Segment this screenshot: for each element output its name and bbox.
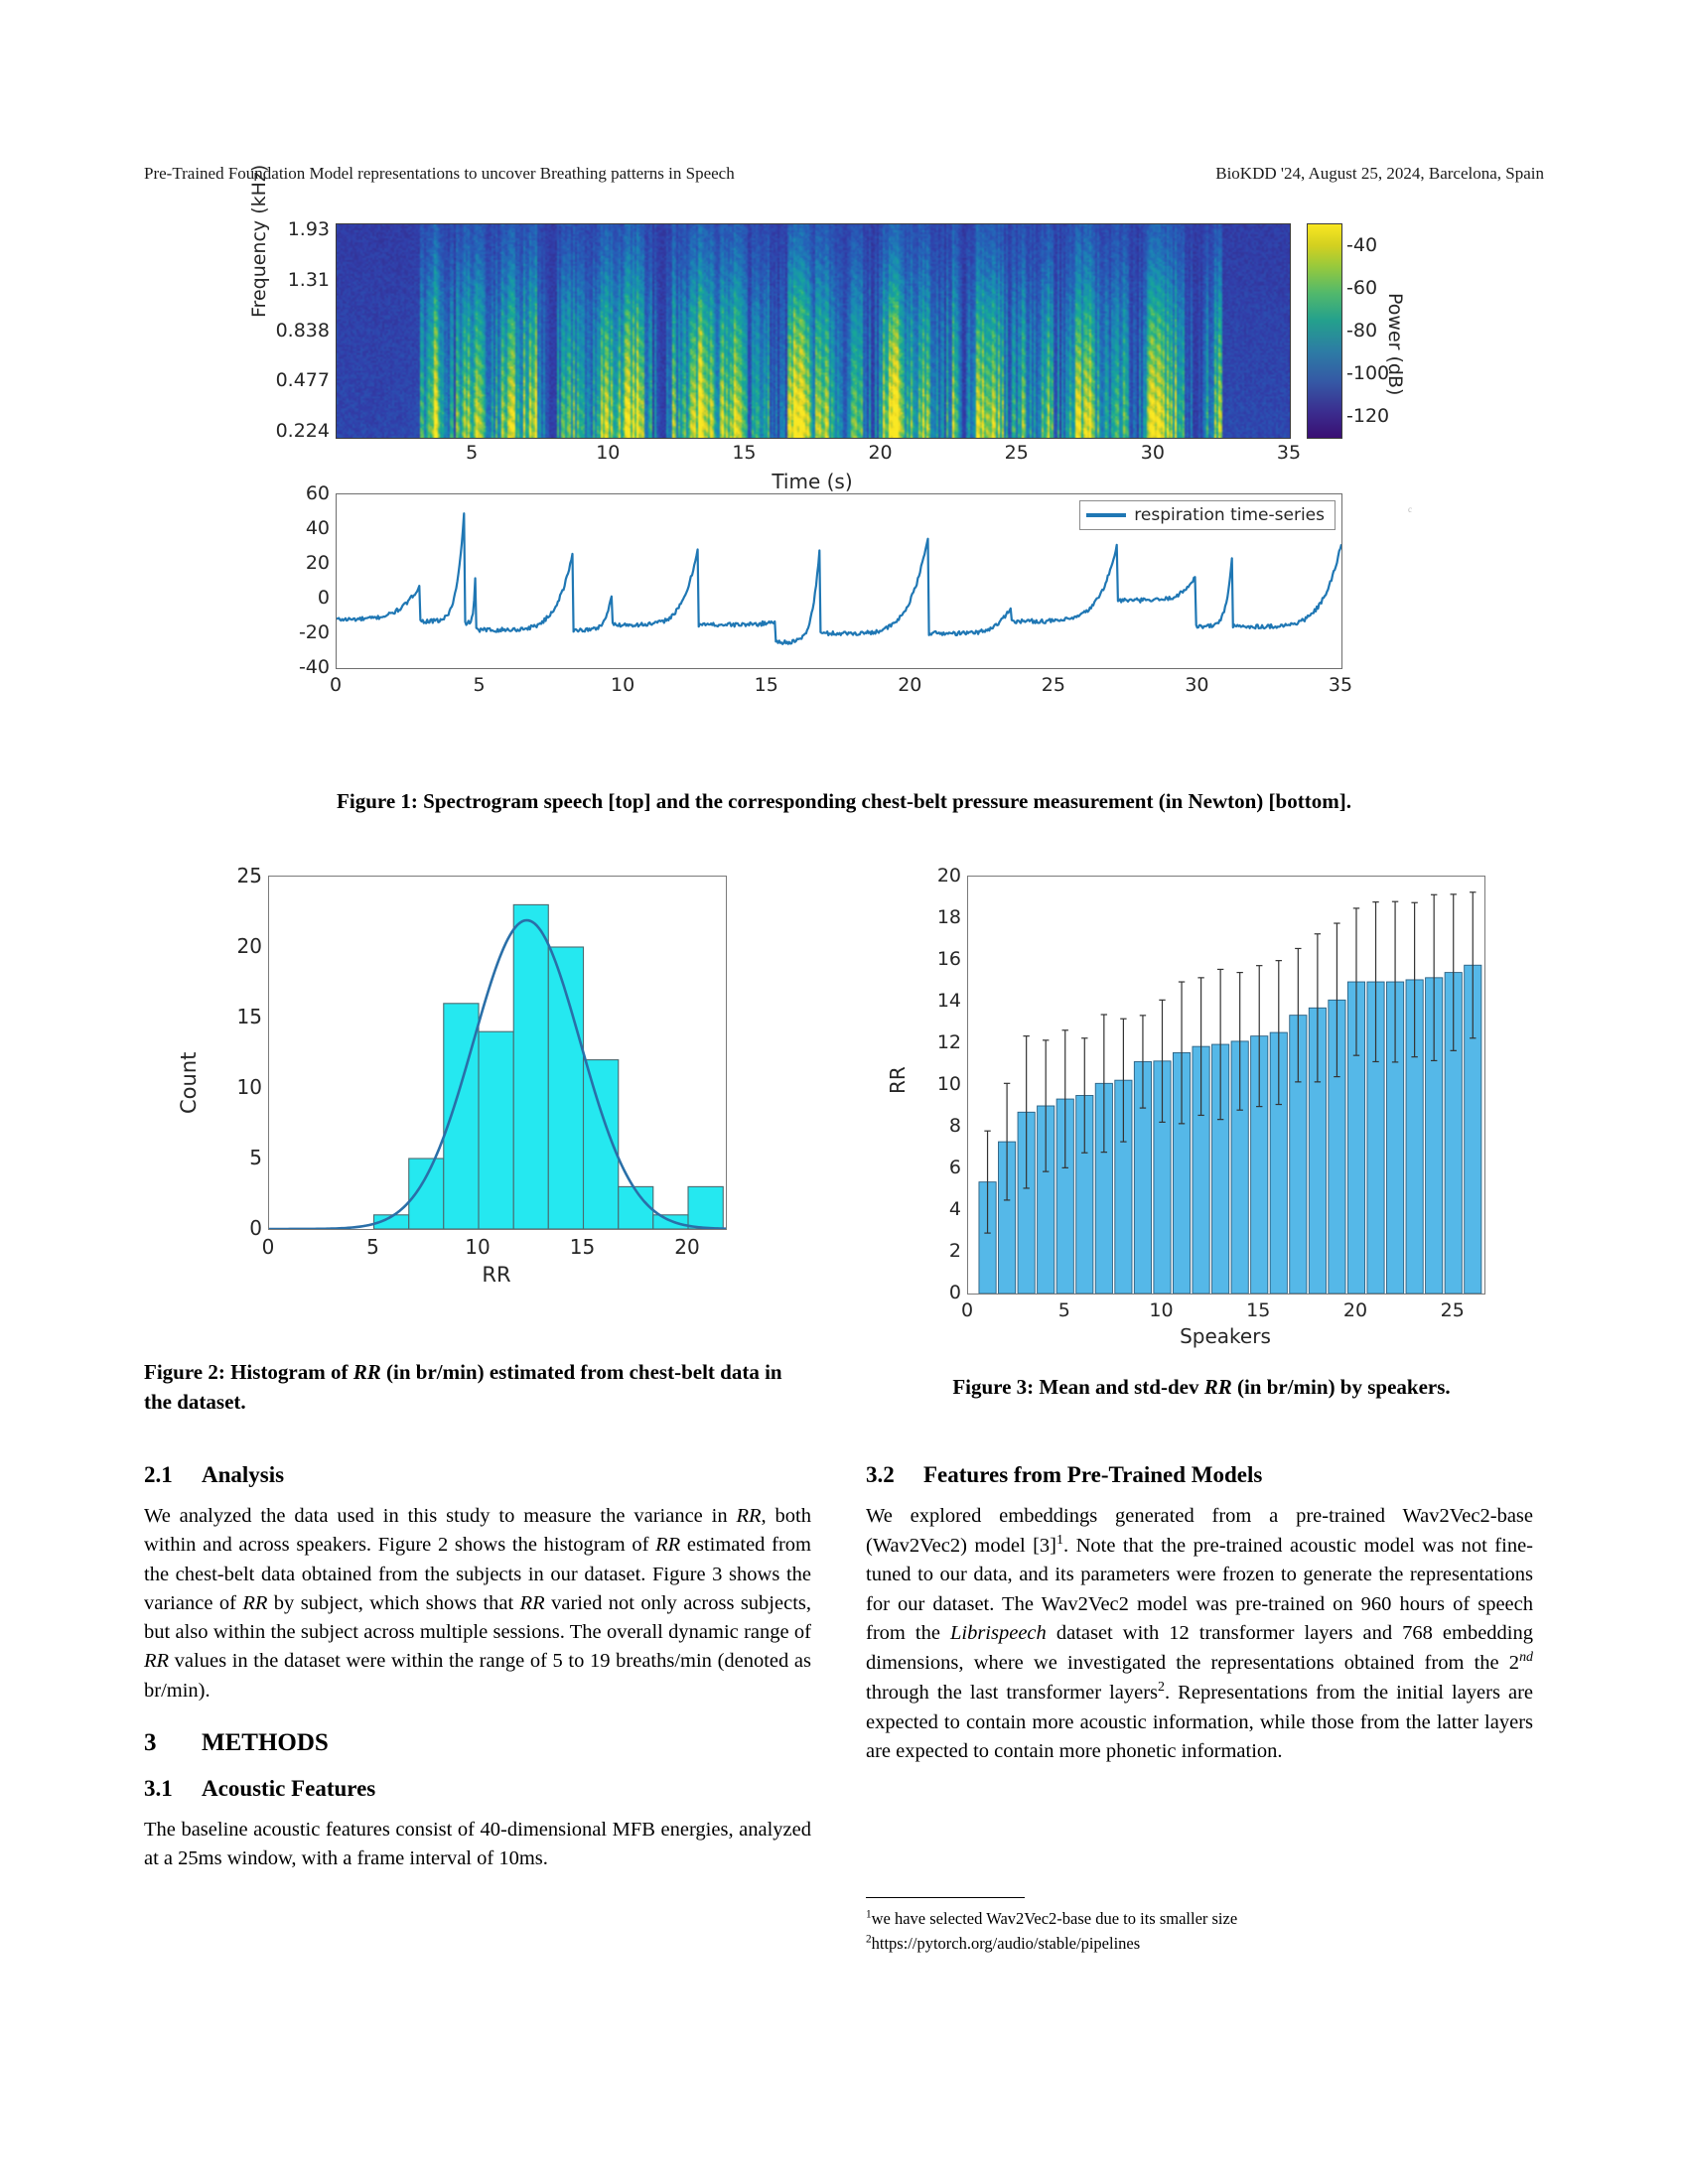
- figure-2-caption-rr: RR: [352, 1360, 381, 1384]
- figure-2: [167, 866, 782, 1312]
- analysis-text-4: by subject, which shows that: [267, 1591, 520, 1614]
- paragraph-pretrained-features: [866, 1502, 1533, 1766]
- heading-2-1-number: 2.1: [144, 1462, 173, 1487]
- footnote-2: [866, 1931, 1533, 1956]
- respiration-x-ticks: 0 5 10 15 20 25 30 35: [329, 674, 1353, 696]
- figure-3-caption: [884, 1375, 1519, 1400]
- heading-3-1: [144, 1773, 811, 1806]
- pretrained-text-1: We explored embeddings generated from a pre-trained Wav2Vec2-base (Wav2Vec2) model [3]: [866, 1504, 1533, 1558]
- ordinal-superscript-nd: nd: [1519, 1650, 1533, 1666]
- speaker-chart-x-axis-label: Speakers: [1180, 1324, 1271, 1348]
- respiration-axes: [336, 493, 1342, 669]
- librispeech-italic: Librispeech: [949, 1621, 1047, 1644]
- histogram-y-ticks: 0 5 10 15 20 25: [236, 864, 262, 1240]
- analysis-text-5: varied not only across subjects, but also within the subject across multiple sessions. The overall dynamic range of: [144, 1591, 812, 1644]
- spectrogram-x-ticks: 5 10 15 20 25 30 35: [466, 442, 1302, 464]
- histogram-axes: [268, 876, 727, 1230]
- spectrogram-x-axis-label: Time (s): [772, 470, 853, 493]
- figure-2-caption-prefix: Figure 2: Histogram of: [144, 1360, 353, 1384]
- figure-2-caption-suffix: (in br/min) estimated from chest-belt data in the dataset.: [144, 1360, 782, 1414]
- pretrained-text-4: through the last transformer layers: [866, 1682, 1159, 1705]
- respiration-y-ticks: 60 40 20 0 -20 -40: [298, 482, 330, 678]
- running-head-left: Pre-Trained Foundation Model representations to uncover Breathing patterns in Speech: [144, 164, 735, 183]
- heading-3-1-number: 3.1: [144, 1775, 173, 1801]
- paragraph-acoustic-features: The baseline acoustic features consist of 40-dimensional MFB energies, analyzed at a 25ms window, with a frame interval of 10ms.: [144, 1818, 811, 1869]
- heading-3-2-number: 3.2: [866, 1462, 895, 1487]
- heading-2-1-title: Analysis: [202, 1462, 285, 1487]
- figure-3: [874, 865, 1509, 1348]
- stray-artifact: c: [1408, 504, 1412, 514]
- pretrained-text-3: dataset with 12 transformer layers and 768 embedding dimensions, where we investigated the representations obtained from the 2: [866, 1621, 1533, 1675]
- heading-2-1: [144, 1459, 811, 1492]
- analysis-text-3: estimated from the chest-belt data obtained from the subjects in our dataset. Figure 3 shows the variance of: [144, 1534, 811, 1614]
- footnote-ref-1[interactable]: 1: [1056, 1533, 1063, 1549]
- analysis-rr-3: RR: [242, 1591, 268, 1614]
- speaker-chart-y-axis-label: RR: [886, 1066, 910, 1094]
- footnote-separator: [866, 1897, 1025, 1898]
- spectrogram-canvas: [337, 224, 1290, 438]
- heading-3-2-title: Features from Pre-Trained Models: [923, 1462, 1263, 1487]
- legend-label: respiration time-series: [1134, 505, 1325, 525]
- colorbar-ticks: -40 -60 -80 -100 -120: [1346, 233, 1390, 427]
- figure-1-caption: Figure 1: Spectrogram speech [top] and the corresponding chest-belt pressure measurement (in Newton) [bottom].: [337, 789, 1351, 813]
- speaker-chart-y-ticks: 0 2 4 6 8 10 12 14 16 18 20: [936, 865, 961, 1303]
- figure-3-caption-suffix: (in br/min) by speakers.: [1231, 1375, 1451, 1399]
- left-column: [144, 1459, 811, 1873]
- figure-2-caption: [144, 1358, 809, 1418]
- speaker-chart-x-ticks: 0 5 10 15 20 25: [960, 1299, 1465, 1321]
- speaker-chart-bars: [968, 877, 1484, 1294]
- histogram-x-axis-label: RR: [482, 1263, 511, 1287]
- histogram-bars: [269, 877, 726, 1229]
- footnote-2-marker: 2: [866, 1933, 872, 1946]
- heading-3-title: METHODS: [202, 1729, 329, 1757]
- analysis-rr-4: RR: [519, 1591, 545, 1614]
- analysis-rr-5: RR: [144, 1650, 170, 1673]
- histogram-x-ticks: 0 5 10 15 20: [261, 1235, 700, 1259]
- heading-3-2: [866, 1459, 1533, 1492]
- spectrogram-y-axis-label: Frequency (kHz): [248, 164, 270, 318]
- footnote-2-text[interactable]: https://pytorch.org/audio/stable/pipelines: [871, 1934, 1141, 1954]
- running-head-right: BioKDD '24, August 25, 2024, Barcelona, Spain: [1215, 164, 1544, 183]
- footnote-ref-2[interactable]: 2: [1158, 1680, 1165, 1696]
- respiration-legend: [1079, 500, 1336, 530]
- respiration-plot: [268, 482, 1420, 712]
- analysis-text-6: values in the dataset were within the range of 5 to 19 breaths/min (denoted as br/min).: [144, 1650, 811, 1702]
- heading-3-number: 3: [144, 1729, 157, 1757]
- analysis-rr-2: RR: [655, 1534, 681, 1557]
- footnotes: [866, 1906, 1533, 1956]
- running-head: [144, 164, 1544, 184]
- footnote-1: [866, 1906, 1533, 1931]
- paragraph-analysis: [144, 1502, 811, 1706]
- pretrained-text-2: . Note that the pre-trained acoustic model was not fine-tuned to our data, and its parameters were frozen to generate the representations for our dataset. The Wav2Vec2 model was pre-trained on 960 hours of speech from the: [866, 1535, 1533, 1644]
- analysis-text-2: , both within and across speakers. Figure 2 shows the histogram of: [144, 1504, 811, 1557]
- footnote-1-text: we have selected Wav2Vec2-base due to its smaller size: [871, 1909, 1238, 1928]
- pretrained-text-5: . Representations from the initial layers are expected to contain more acoustic information, while those from the latter layers are expected to contain more phonetic information.: [866, 1682, 1533, 1762]
- colorbar-label: Power (dB): [1384, 293, 1406, 396]
- spectrogram-image: [336, 223, 1291, 439]
- spectrogram-y-ticks: 1.93 1.31 0.838 0.477 0.224: [275, 218, 330, 442]
- footnote-1-marker: 1: [866, 1908, 872, 1921]
- figure-3-caption-rr: RR: [1203, 1375, 1232, 1399]
- right-column: [866, 1459, 1533, 1786]
- heading-3-1-title: Acoustic Features: [202, 1775, 376, 1801]
- heading-3-methods: [144, 1725, 811, 1761]
- colorbar-gradient: [1307, 223, 1342, 439]
- legend-line-swatch: [1086, 513, 1126, 517]
- histogram-y-axis-label: Count: [177, 1051, 201, 1114]
- analysis-text-1: We analyzed the data used in this study to measure the variance in: [144, 1504, 737, 1527]
- analysis-rr-1: RR: [736, 1504, 762, 1527]
- figure-3-caption-prefix: Figure 3: Mean and std-dev: [952, 1375, 1204, 1399]
- speaker-chart-axes: [967, 876, 1485, 1295]
